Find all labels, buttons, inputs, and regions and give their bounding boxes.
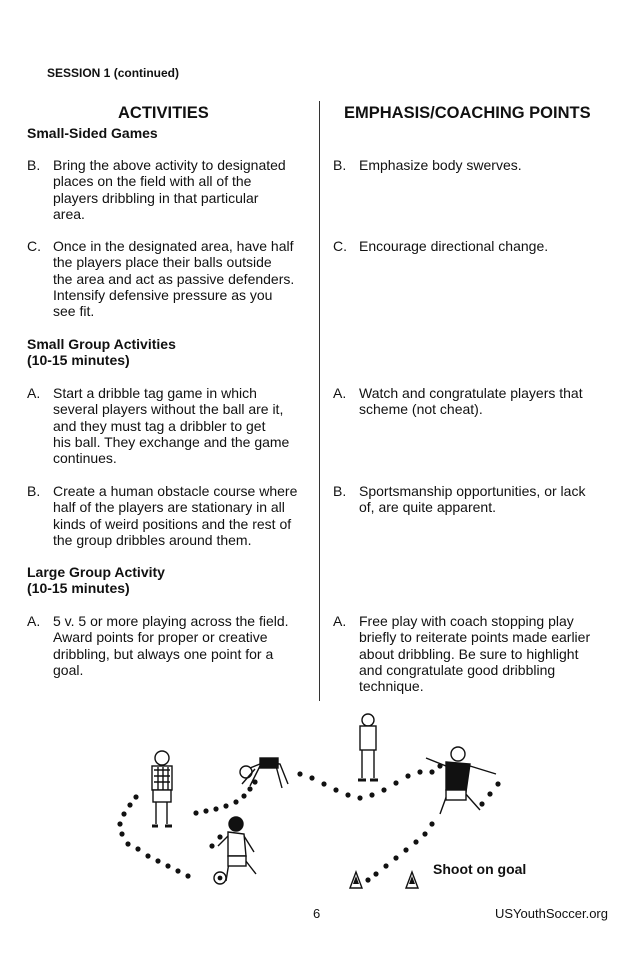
text-line: Start a dribble tag game in which [53,385,257,401]
item-letter: C. [333,238,347,254]
coaching-item [333,385,623,421]
item-text [53,483,297,548]
item-letter: A. [27,613,41,629]
activity-item [27,613,317,683]
text-line: Free play with coach stopping play [359,613,574,629]
text-line: and congratulate good dribbling [359,661,556,678]
item-letter: A. [333,613,347,629]
text-line: half of the players are stationary in all [53,499,285,516]
text-line: see fit. [53,303,95,320]
text-line: Once in the designated area, have half [53,238,294,254]
activity-item [27,385,317,470]
activity-item [27,483,317,553]
text-line: Bring the above activity to designated [53,157,286,173]
text-line: Intensify defensive pressure as you [53,286,273,303]
cone-icon [406,872,418,888]
item-text [359,613,590,694]
section-title-line: Small-Sided Games [27,125,158,141]
text-line: places on the field with all of the [53,173,252,190]
item-text [53,613,289,678]
coaching-item [333,157,623,177]
running-player-figure [426,747,496,814]
text-line: Emphasize body swerves. [359,157,522,173]
item-letter: B. [333,483,347,499]
item-letter: B. [27,483,41,499]
item-text [53,157,286,222]
item-letter: B. [333,157,347,173]
soccer-ball-icon [214,872,226,884]
text-line: Watch and congratulate players that [359,385,583,401]
text-line: Award points for proper or creative [53,629,268,646]
text-line: area. [53,205,85,222]
item-letter: C. [27,238,41,254]
text-line: the area and act as passive defenders. [53,270,295,287]
text-line: the players place their balls outside [53,254,272,271]
text-line: several players without the ball are it, [53,401,284,418]
text-line: Encourage directional change. [359,238,549,254]
coaching-item [333,238,623,258]
text-line: kinds of weird positions and the rest of [53,515,292,532]
item-text [359,385,583,418]
section-title-line: Large Group Activity [27,564,165,580]
text-line: players dribbling in that particular [53,189,259,206]
section-title-large-group-activity [27,564,165,596]
activity-item [27,238,317,323]
item-letter: B. [27,157,41,173]
item-letter: A. [333,385,347,401]
activity-item [27,157,317,227]
text-line: and they must tag a dribbler to get [53,417,266,434]
coaching-column-heading: EMPHASIS/COACHING POINTS [344,104,591,122]
text-line: 5 v. 5 or more playing across the field. [53,613,289,629]
text-line: Sportsmanship opportunities, or lack [359,483,586,499]
upright-player-figure [358,714,378,780]
item-text [53,238,294,319]
column-divider [319,101,320,701]
session-heading: SESSION 1 (continued) [47,66,180,80]
text-line: goal. [53,661,84,678]
text-line: briefly to reiterate points made earlier [359,629,591,646]
text-line: Create a human obstacle course where [53,483,298,499]
item-text [359,483,585,516]
item-text [359,238,548,254]
illustration-caption: Shoot on goal [433,861,527,877]
item-letter: A. [27,385,41,401]
text-line: his ball. They exchange and the game [53,433,290,450]
section-title-line: (10-15 minutes) [27,580,130,596]
text-line: the group dribbles around them. [53,531,252,548]
section-title-line: Small Group Activities [27,336,176,352]
text-line: dribbling, but always one point for a [53,645,274,662]
page-number: 6 [313,906,321,921]
coaching-item [333,613,623,698]
coaching-item [333,483,623,519]
cone-icon [350,872,362,888]
text-line: of, are quite apparent. [359,499,496,516]
site-url: USYouthSoccer.org [495,906,608,921]
text-line: about dribbling. Be sure to highlight [359,645,579,662]
standing-player-figure [152,751,172,826]
text-line: continues. [53,450,117,467]
section-title-small-group-activities [27,336,176,368]
text-line: technique. [359,678,424,695]
section-title-line: (10-15 minutes) [27,352,130,368]
dribbling-player-figure [218,817,256,881]
text-line: scheme (not cheat). [359,401,483,418]
activities-column-heading: ACTIVITIES [118,104,209,122]
item-text [53,385,289,466]
bending-player-figure [240,758,288,788]
item-text [359,157,522,173]
section-title-small-sided-games [27,125,158,141]
